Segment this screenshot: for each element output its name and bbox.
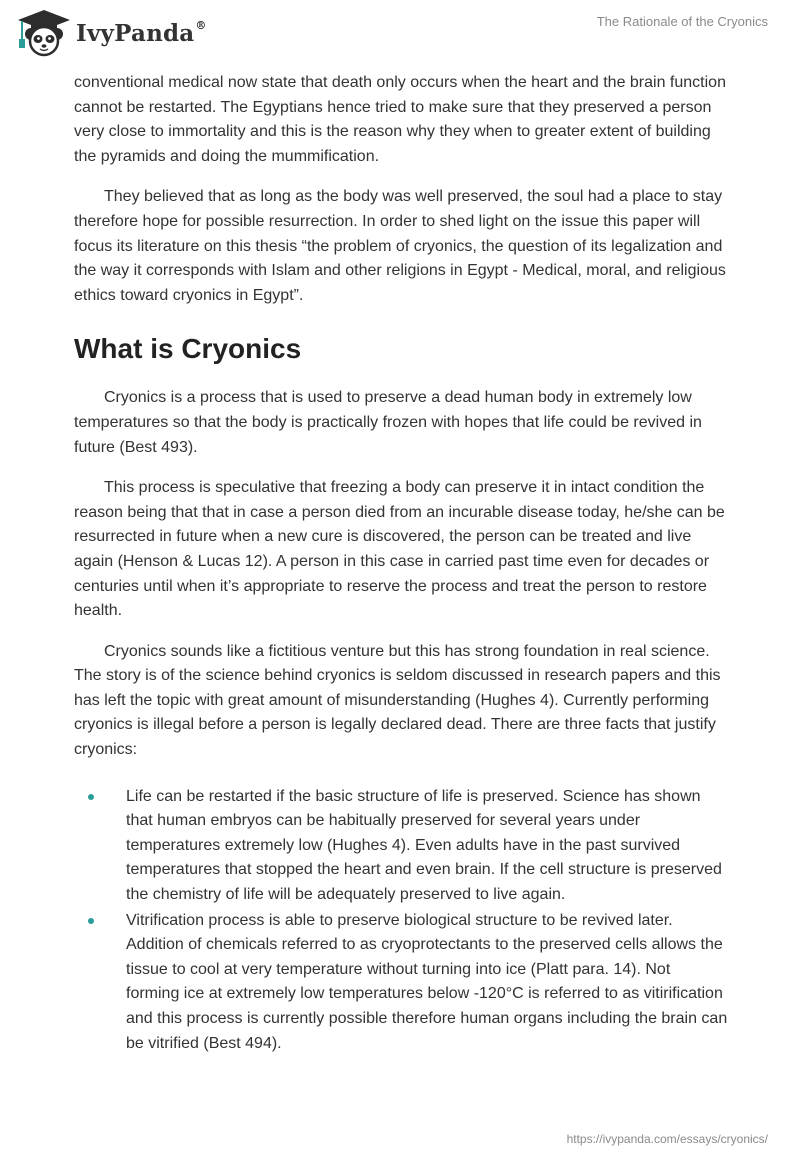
list-item-text: Life can be restarted if the basic structure of life is preserved. Science has shown that human embryos can be habitually preserved for several years under temperatures extremely low (Hughes 4). Even adults have in the past survived temperatures that stopped the heart and even brain. If the cell structure is preserved the chemistry of life will be adequately preserved to live again. <box>126 787 722 904</box>
paragraph-2: They believed that as long as the body was well preserved, the soul had a place to stay therefore hope for possible resurrection. In order to shed light on the issue this paper will focus its literature on this thesis “the problem of cryonics, the question of its legalization and the way it corresponds with Islam and other religions in Egypt - Medical, moral, and religious ethics toward cryonics in Egypt”. <box>74 188 726 304</box>
list-item <box>74 785 728 908</box>
list-item-text: Vitrification process is able to preserve biological structure to be revived later. Addition of chemicals referred to as cryoprotectants to the preserved cells allows the tissue to cool at very temperature without turning into ice (Platt para. 14). Not forming ice at extremely low temperatures below -120°C is referred to as vitirification and this process is currently possible therefore human organs including the brain can be vitrified (Best 494). <box>126 911 728 1052</box>
footer-url-link[interactable]: https://ivypanda.com/essays/cryonics/ <box>566 1132 768 1146</box>
bullet-dot-icon <box>88 918 94 924</box>
page-header <box>0 0 800 66</box>
paragraph-4: This process is speculative that freezing a body can preserve it in intact condition the reason being that that in case a person died from an incurable disease today, he/she can be resurrected in future when a new cure is discovered, the person can be treated and live again (Henson & Lucas 12). A person in this case in carried past time even for decades or centuries until when it’s appropriate to reserve the process and treat the person to restore health. <box>74 479 725 620</box>
paragraph-5: Cryonics sounds like a fictitious venture but this has strong foundation in real science. The story is of the science behind cryonics is seldom discussed in research papers and this has left the topic with great amount of misunderstanding (Hughes 4). Currently performing cryonics is illegal before a person is legally declared dead. There are three facts that justify cryonics: <box>74 642 721 759</box>
document-title: The Rationale of the Cryonics <box>596 14 768 29</box>
brand-name-text: IvyPanda <box>76 19 195 47</box>
registered-mark: ® <box>195 18 207 32</box>
bullet-dot-icon <box>88 794 94 800</box>
list-item <box>74 909 728 1057</box>
paragraph-1: conventional medical now state that death only occurs when the heart and the brain function cannot be restarted. The Egyptians hence tried to make sure that they preserved a person very close to immortality and this is the reason why they when to greater extent of building the pyramids and doing the mummification. <box>74 74 726 165</box>
section-heading: What is Cryonics <box>74 333 302 365</box>
brand-name <box>76 20 207 47</box>
panda-graduation-cap-icon <box>14 6 70 58</box>
essay-content <box>74 71 728 1057</box>
facts-list <box>74 785 728 1057</box>
paragraph-3: Cryonics is a process that is used to preserve a dead human body in extremely low temperatures so that the body is practically frozen with hopes that life could be revived in future (Best 493). <box>74 389 702 456</box>
brand-logo[interactable] <box>14 6 207 58</box>
